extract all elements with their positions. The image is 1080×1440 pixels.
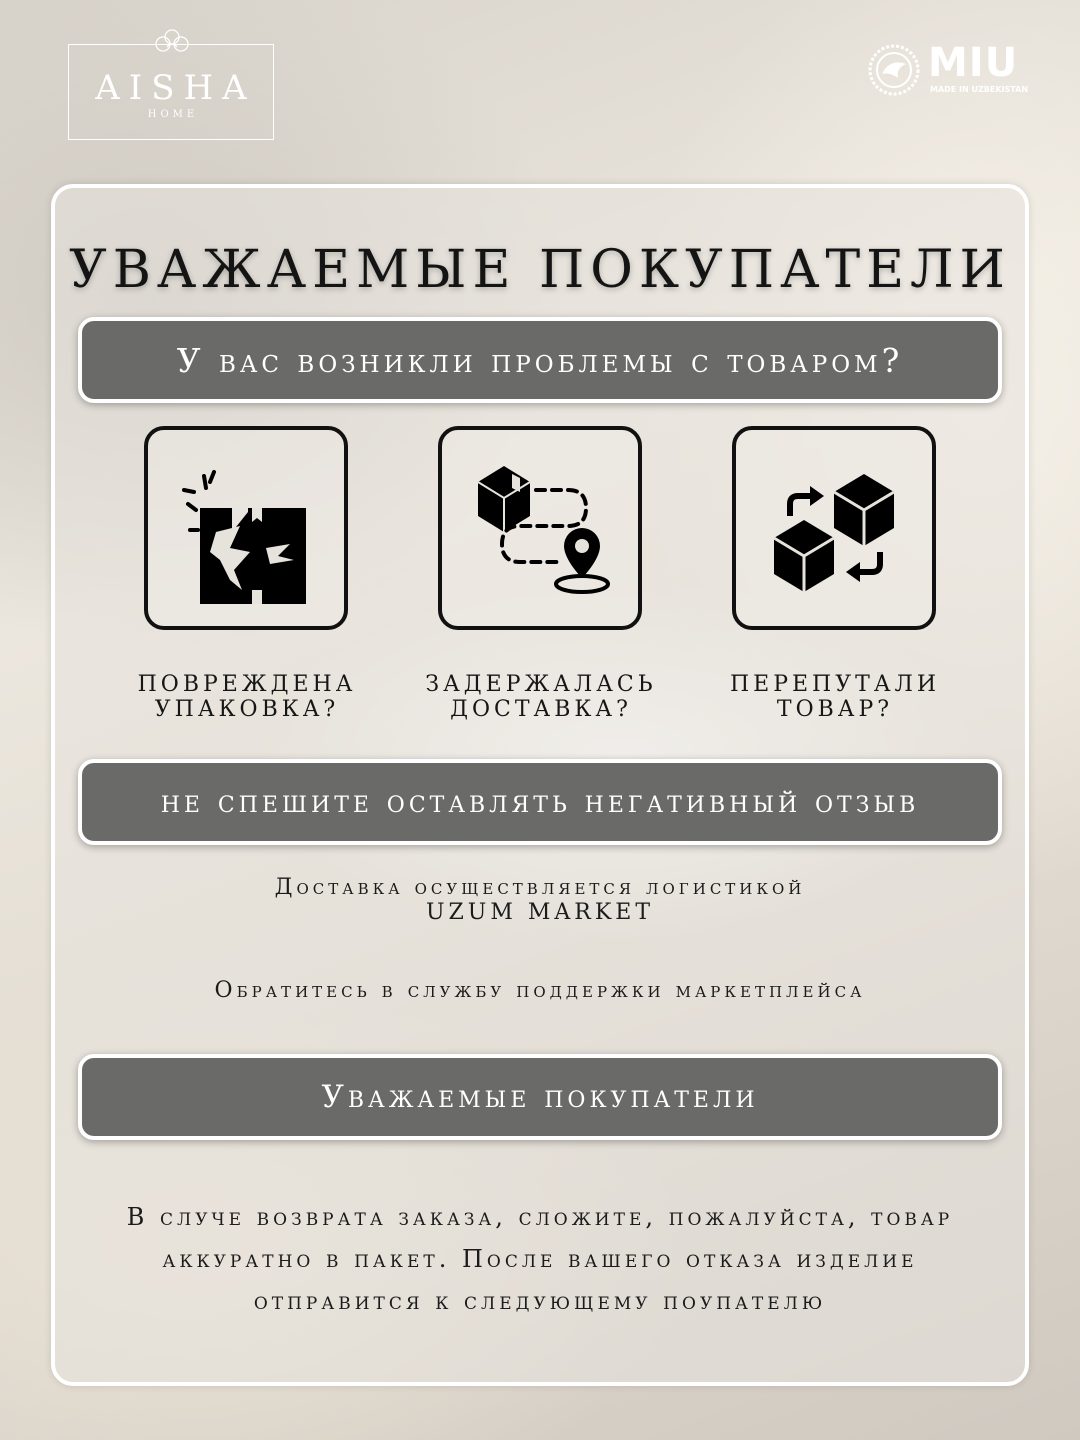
caption-line: УПАКОВКА?	[154, 697, 340, 722]
customers-banner	[78, 1054, 1002, 1140]
miu-name: MIU	[928, 40, 1019, 86]
damaged-package-caption	[97, 672, 397, 722]
return-line: В случе возврата заказа, сложите, пожалуйста, товар	[126, 1203, 954, 1231]
customers-banner-text: Уважаемые покупатели	[321, 1079, 759, 1115]
support-info	[0, 978, 1080, 1003]
caption-line: ДОСТАВКА?	[450, 697, 632, 722]
problem-banner	[78, 317, 1002, 403]
cotton-flower-icon	[149, 27, 195, 57]
delivery-info	[0, 875, 1080, 925]
wrong-item-tile	[732, 426, 936, 630]
miu-emblem-icon	[868, 44, 920, 96]
caption-line: ТОВАР?	[776, 697, 894, 722]
brand-sub: HOME	[147, 109, 199, 120]
damaged-package-tile	[144, 426, 348, 630]
review-banner	[78, 759, 1002, 845]
return-line: аккуратно в пакет. После вашего отказа изделие	[162, 1245, 918, 1273]
miu-logo	[868, 40, 1038, 100]
return-line: отправится к следующему поупателю	[253, 1287, 827, 1315]
return-note	[0, 1196, 1080, 1322]
delayed-delivery-caption	[391, 672, 691, 722]
delivery-line: Доставка осуществляется логистикой	[274, 875, 806, 900]
caption-line: ПОВРЕЖДЕНА	[137, 672, 357, 697]
miu-sub: MADE IN UZBEKISTAN	[930, 85, 1029, 94]
delivery-route-icon	[464, 452, 616, 604]
page-title: УВАЖАЕМЫЕ ПОКУПАТЕЛИ	[69, 240, 1011, 300]
broken-box-icon	[170, 452, 322, 604]
swap-boxes-icon	[758, 452, 910, 604]
delayed-delivery-tile	[438, 426, 642, 630]
review-banner-text: не спешите оставлять негативный отзыв	[160, 784, 920, 820]
problem-banner-text: У вас возникли проблемы с товаром?	[176, 340, 904, 380]
aisha-home-logo	[68, 44, 274, 140]
caption-line: ПЕРЕПУТАЛИ	[729, 672, 941, 697]
delivery-line: UZUM MARKET	[425, 900, 655, 925]
brand-name: AISHA	[95, 68, 256, 108]
support-line: Обратитесь в службу поддержки маркетплейса	[214, 978, 866, 1003]
caption-line: ЗАДЕРЖАЛАСЬ	[425, 672, 657, 697]
wrong-item-caption	[685, 672, 985, 722]
